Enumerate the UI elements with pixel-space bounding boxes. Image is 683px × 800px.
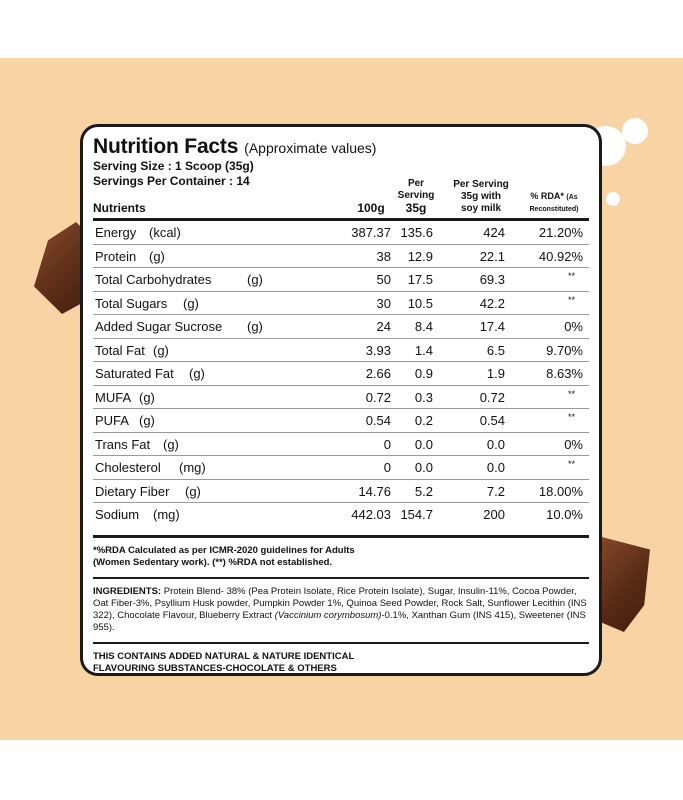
value-100g: 2.66 [365,366,391,381]
nutrient-unit: (g) [247,272,263,287]
value-rda: 0% [564,319,583,334]
flavouring-statement [93,644,589,675]
value-35g: 0.0 [414,436,433,452]
decorative-dot [606,192,620,206]
serving-size: Serving Size : 1 Scoop (35g) [93,159,254,173]
value-35g: 8.4 [414,319,433,334]
value-soy: 7.2 [486,483,505,499]
table-row [93,433,589,457]
nutrient-name: Cholesterol [95,460,161,475]
value-rda: ** [567,271,575,281]
value-35g: 0.3 [414,389,433,405]
table-row [93,292,589,316]
value-soy: 0.0 [486,436,505,452]
nutrient-unit: (g) [189,366,205,381]
table-row [93,409,589,433]
table-row [93,386,589,410]
value-rda: ** [567,294,575,305]
header-soy-line: 35g with [460,191,501,202]
value-35g: 1.4 [414,342,433,358]
header-soy-line: soy milk [460,203,502,214]
nutrient-name: Trans Fat [95,436,151,452]
nutrient-unit: (g) [247,319,263,334]
table-row [93,456,589,480]
nutrient-unit: (g) [149,248,165,264]
nutrient-name: PUFA [95,413,129,428]
value-rda: 0% [564,436,583,452]
nutrient-unit: (kcal) [149,225,181,240]
rda-footnote-line: *%RDA Calculated as per ICMR-2020 guidelines for Adults [93,544,355,556]
value-35g: 12.9 [407,248,433,264]
value-rda: 18.00% [538,483,583,499]
nutrient-unit: (g) [185,483,201,499]
header-rda-main: % RDA* [530,191,564,201]
ingredients-label: INGREDIENTS: [93,585,162,597]
ingredients-latin-name: (Vaccinium corymbosum) [274,609,382,621]
value-100g: 387.37 [351,225,391,240]
value-rda: ** [567,412,575,422]
panel-title: Nutrition Facts [93,135,239,158]
value-100g: 30 [376,295,391,311]
value-35g: 0.0 [414,460,433,475]
table-row [93,480,589,504]
nutrient-name: Sodium [95,507,140,522]
header-soy-milk [445,179,517,215]
value-100g: 0.54 [365,413,391,428]
value-rda: ** [567,459,575,469]
nutrient-name: Protein [95,248,137,264]
ingredients-block [93,579,589,642]
nutrient-unit: (g) [139,389,155,405]
value-100g: 38 [376,248,391,264]
value-100g: 3.93 [365,342,391,358]
nutrition-facts-panel [80,124,602,676]
value-rda: 9.70% [546,342,583,358]
header-per-serving [393,178,439,215]
nutrient-unit: (g) [183,295,199,311]
nutrient-name: Total Fat [95,342,145,358]
nutrient-name: Total Carbohydrates [95,272,212,287]
ingredients-text: -0.1%, Xanthan Gum (INS 415), Sweetener (INS 955). [93,609,586,633]
table-row [93,503,589,527]
value-35g: 17.5 [407,272,433,287]
value-soy: 69.3 [479,272,505,287]
value-rda: 10.0% [546,507,583,522]
value-soy: 424 [483,225,505,240]
nutrient-name: Added Sugar Sucrose [95,319,223,334]
value-soy: 0.72 [479,389,505,405]
nutrient-unit: (g) [153,342,169,358]
value-100g: 50 [376,272,391,287]
header-nutrients: Nutrients [93,201,146,215]
nutrient-unit: (g) [163,436,179,452]
value-35g: 0.9 [414,366,433,381]
value-100g: 0 [383,460,391,475]
value-100g: 0.72 [365,389,391,405]
rda-footnote-line: (Women Sedentary work). (**) %RDA not established. [93,556,333,568]
header-rda-note: Reconstituted) [529,206,579,213]
nutrient-name: Energy [95,225,137,240]
flavouring-line: THIS CONTAINS ADDED NATURAL & NATURE IDENTICAL [93,650,355,662]
flavouring-line: FLAVOURING SUBSTANCES-CHOCOLATE & OTHERS [93,662,337,674]
header-rda [519,191,589,215]
value-rda: ** [567,388,575,399]
value-35g: 135.6 [400,225,433,240]
nutrient-name: Dietary Fiber [95,483,170,499]
header-per-serving-line: Serving [397,190,435,201]
value-rda: 8.63% [546,366,583,381]
value-35g: 5.2 [414,483,433,499]
nutrient-rows [93,221,589,527]
value-soy: 0.54 [479,413,505,428]
nutrient-name: Total Sugars [95,295,168,311]
header-per-serving-line: Per [407,178,425,189]
value-100g: 24 [376,319,391,334]
table-row [93,245,589,269]
value-soy: 42.2 [479,295,505,311]
value-soy: 200 [483,507,505,522]
value-soy: 1.9 [486,366,505,381]
table-row [93,268,589,292]
table-row [93,339,589,363]
value-rda: 21.20% [538,225,583,240]
value-soy: 0.0 [486,460,505,475]
value-35g: 10.5 [407,295,433,311]
nutrient-name: Saturated Fat [95,366,174,381]
value-soy: 17.4 [479,319,505,334]
header-soy-line: Per Serving [453,179,509,190]
value-100g: 442.03 [351,507,391,522]
nutrient-unit: (g) [139,413,155,428]
servings-per-container: Servings Per Container : 14 [93,174,250,188]
table-row [93,315,589,339]
value-soy: 6.5 [486,342,505,358]
decorative-dot [622,118,648,144]
table-row [93,362,589,386]
value-100g: 0 [383,436,391,452]
nutrient-unit: (mg) [179,460,206,475]
value-35g: 0.2 [414,413,433,428]
header-per-serving-line: 35g [405,201,427,215]
panel-title-note: (Approximate values) [244,140,377,156]
header-per-100g: 100g [357,201,385,215]
table-row [93,221,589,245]
ingredients-text: Protein Blend- 38% (Pea Protein Isolate, Rice Protein Isolate), Sugar, Insulin-11%, Cocoa Powder, Oat Fiber-3%, Psyllium Husk powder, Pumpkin Powder 1%, Quinoa Seed Powder, Rock Salt, Sunflower Lecithin (INS 322), Chocolate Flavour, Blueberry Extract [93,585,587,621]
rda-footnote [93,538,589,577]
value-100g: 14.76 [358,483,391,499]
panel-header [93,135,589,159]
nutrient-name: MUFA [95,389,132,405]
value-soy: 22.1 [479,248,505,264]
value-35g: 154.7 [400,507,433,522]
nutrient-unit: (mg) [153,507,180,522]
header-rda-note: (As [566,194,578,201]
value-rda: 40.92% [538,248,583,264]
